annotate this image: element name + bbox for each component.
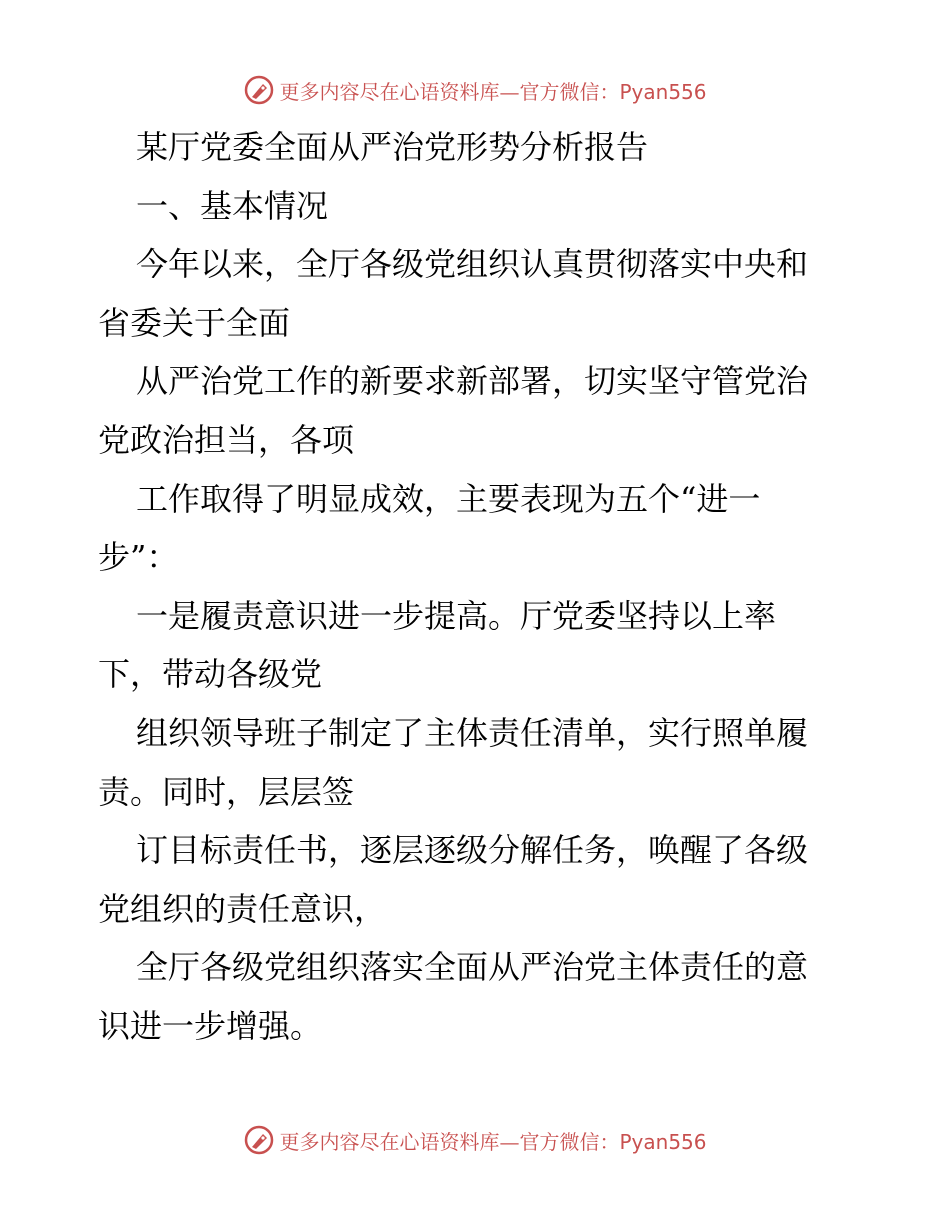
paragraph-line: 工作取得了明显成效，主要表现为五个“进一	[136, 479, 761, 518]
paragraph-line: 组织领导班子制定了主体责任清单，实行照单履	[136, 713, 809, 752]
paragraph-line: 全厅各级党组织落实全面从严治党主体责任的意	[136, 948, 809, 987]
header-banner-label: 更多内容尽在心语资料库—官方微信：	[279, 79, 620, 104]
paragraph-line: 责。同时，层层签	[98, 772, 355, 811]
footer-banner	[0, 1120, 950, 1160]
paragraph-line: 省委关于全面	[98, 303, 291, 342]
footer-banner-label: 更多内容尽在心语资料库—官方微信：	[279, 1129, 620, 1154]
paragraph-line: 党政治担当，各项	[98, 420, 355, 459]
footer-wechat-id: Pyan556	[619, 1129, 707, 1154]
paragraph-line: 识进一步增强。	[98, 1006, 323, 1045]
footer-banner-text	[279, 1126, 706, 1155]
header-banner	[0, 70, 950, 110]
paragraph-line: 党组织的责任意识，	[98, 889, 387, 928]
paragraph-line: 下，带动各级党	[98, 655, 323, 694]
paragraph-line: 今年以来，全厅各级党组织认真贯彻落实中央和	[136, 245, 809, 284]
section-heading: 一、基本情况	[136, 186, 329, 225]
paragraph-line: 从严治党工作的新要求新部署，切实坚守管党治	[136, 362, 809, 401]
paragraph-line: 一是履责意识进一步提高。厅党委坚持以上率	[136, 596, 777, 635]
document-body	[98, 118, 858, 1056]
document-title: 某厅党委全面从严治党形势分析报告	[136, 128, 649, 166]
pen-nib-logo-icon	[243, 74, 275, 106]
header-banner-text	[279, 76, 706, 105]
paragraph-line: 步”：	[98, 538, 179, 577]
paragraph-line: 订目标责任书，逐层逐级分解任务，唤醒了各级	[136, 831, 809, 870]
header-wechat-id: Pyan556	[619, 79, 707, 104]
pen-nib-logo-icon	[243, 1124, 275, 1156]
